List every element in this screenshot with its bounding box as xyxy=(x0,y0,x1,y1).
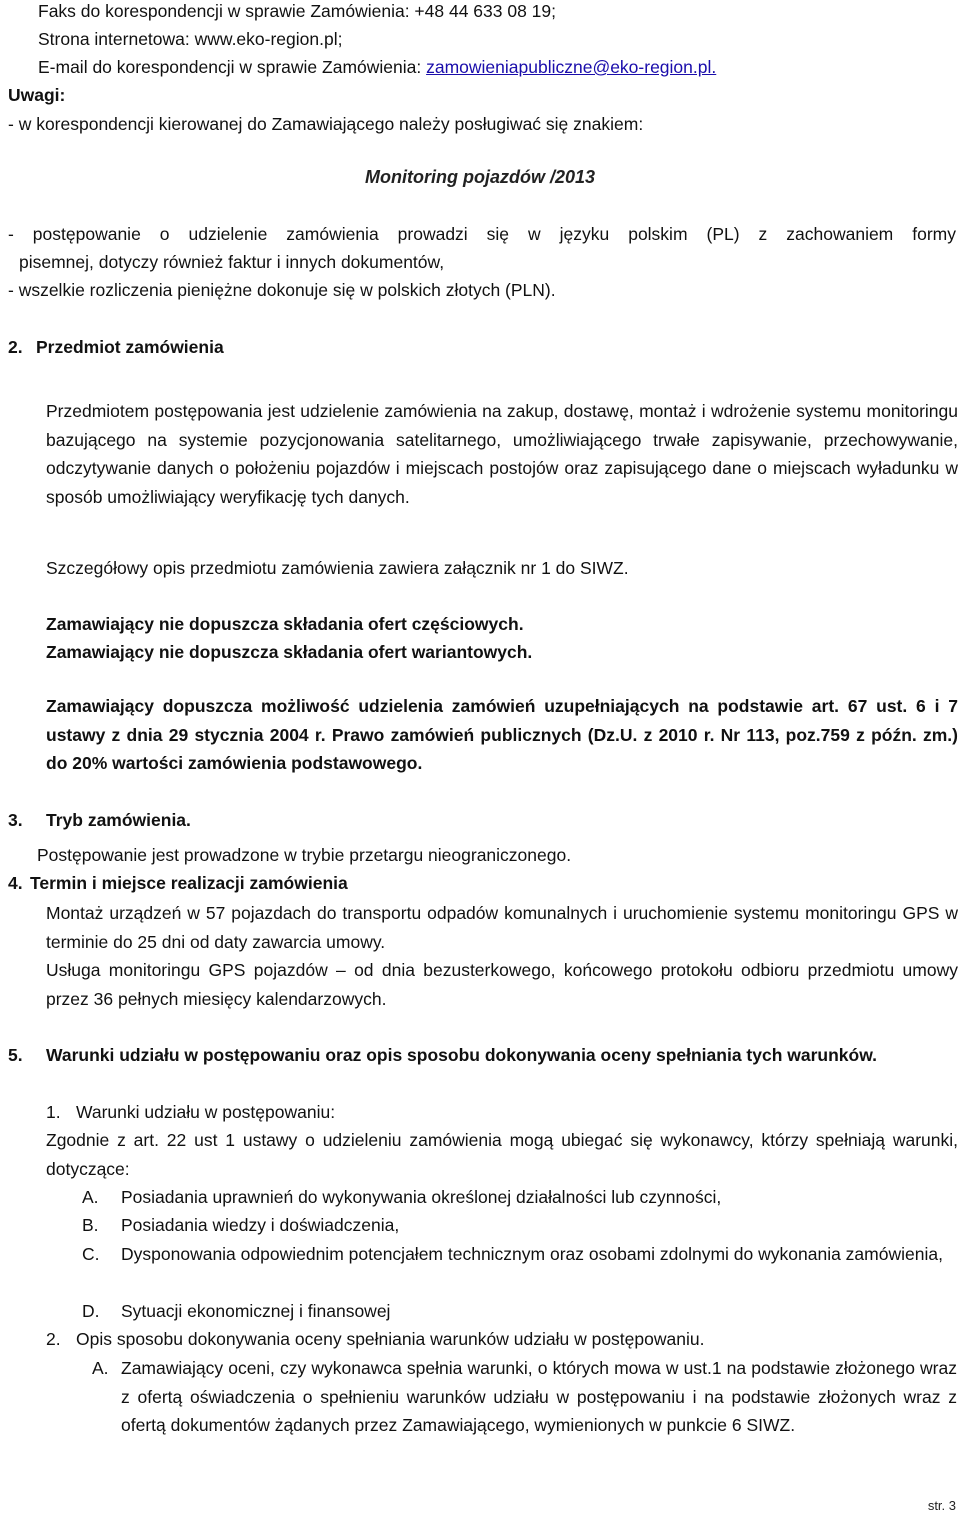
warning-line-2b: pisemnej, dotyczy również faktur i innych dokumentów, xyxy=(19,252,445,272)
section-2-number: 2. xyxy=(8,337,23,357)
sub-1-intro: Zgodnie z art. 22 ust 1 ustawy o udzieleniu zamówienia mogą ubiegać się wykonawcy, którzy spełniają warunki, dotyczące: xyxy=(46,1130,958,1179)
page-number: str. 3 xyxy=(927,1498,956,1513)
condition-label: C. xyxy=(82,1244,100,1264)
section-2-bold-2: Zamawiający nie dopuszcza składania ofert wariantowych. xyxy=(46,642,533,662)
fax-line: Faks do korespondencji w sprawie Zamówienia: +48 44 633 08 19; xyxy=(38,1,557,21)
warning-heading: Uwagi: xyxy=(8,85,66,105)
section-3-number: 3. xyxy=(8,810,23,830)
sub-2-title: Opis sposobu dokonywania oceny spełniania warunków udziału w postępowaniu. xyxy=(76,1329,705,1349)
section-2-bold-1: Zamawiający nie dopuszcza składania ofert częściowych. xyxy=(46,614,524,634)
condition-label: A. xyxy=(82,1187,99,1207)
condition-label: B. xyxy=(82,1215,99,1235)
section-4-para-2: Usługa monitoringu GPS pojazdów – od dnia bezusterkowego, końcowego protokołu odbioru przedmiotu umowy przez 36 pełnych miesięcy kalendarzowych. xyxy=(46,960,958,1009)
condition-text: Dysponowania odpowiednim potencjałem technicznym oraz osobami zdolnymi do wykonania zamówienia, xyxy=(121,1244,943,1264)
email-link[interactable]: zamowieniapubliczne@eko-region.pl. xyxy=(426,57,717,77)
condition-text: Posiadania uprawnień do wykonywania określonej działalności lub czynności, xyxy=(121,1187,722,1207)
email-label: E-mail do korespondencji w sprawie Zamówienia: xyxy=(38,57,427,77)
section-2-title: Przedmiot zamówienia xyxy=(36,337,224,357)
section-2-bold-3: Zamawiający dopuszcza możliwość udzielenia zamówień uzupełniających na podstawie art. 67 ust. 6 i 7 ustawy z dnia 29 stycznia 2004 r. Prawo zamówień publicznych (Dz.U. z 2010 r. Nr 113, poz.759 z późn. zm.) do 20% wartości zamówienia podstawowego. xyxy=(46,696,958,773)
condition-label: D. xyxy=(82,1301,100,1321)
warning-line-1: - w korespondencji kierowanej do Zamawiającego należy posługiwać się znakiem: xyxy=(8,114,644,134)
evaluation-text: Zamawiający oceni, czy wykonawca spełnia warunki, o których mowa w ust.1 na podstawie złożonego wraz z ofertą oświadczenia o spełnieniu warunków udziału w postępowaniu i na podstawie złożonych wraz z ofertą dokumentów żądanych przez Zamawiającego, wymienionych w punkcie 6 SIWZ. xyxy=(121,1358,957,1435)
section-2-para-1: Przedmiotem postępowania jest udzielenie zamówienia na zakup, dostawę, montaż i wdrożenie systemu monitoringu bazującego na systemie pozycjonowania satelitarnego, umożliwiającego trwałe zapisywanie, przechowywanie, odczytywanie danych o położeniu pojazdów i miejscach postojów oraz zapisującego dane o miejscach wyładunku w sposób umożliwiający weryfikację tych danych. xyxy=(46,401,958,507)
section-5-title: Warunki udziału w postępowaniu oraz opis sposobu dokonywania oceny spełniania tych warunków. xyxy=(46,1045,878,1065)
condition-text: Sytuacji ekonomicznej i finansowej xyxy=(121,1301,391,1321)
email-line xyxy=(38,53,716,81)
section-5-number: 5. xyxy=(8,1045,23,1065)
section-4-title: Termin i miejsce realizacji zamówienia xyxy=(30,873,348,893)
sub-2-number: 2. xyxy=(46,1329,61,1349)
section-3-text: Postępowanie jest prowadzone w trybie przetargu nieograniczonego. xyxy=(37,845,572,865)
sub-1-number: 1. xyxy=(46,1102,61,1122)
condition-text: Posiadania wiedzy i doświadczenia, xyxy=(121,1215,400,1235)
website-line: Strona internetowa: www.eko-region.pl; xyxy=(38,29,343,49)
warning-line-2a: - postępowanie o udzielenie zamówienia prowadzi się w języku polskim (PL) z zachowaniem formy xyxy=(8,224,956,244)
section-4-para-1: Montaż urządzeń w 57 pojazdach do transportu odpadów komunalnych i uruchomienie systemu monitoringu GPS w terminie do 25 dni od daty zawarcia umowy. xyxy=(46,903,958,952)
section-2-para-2: Szczegółowy opis przedmiotu zamówienia zawiera załącznik nr 1 do SIWZ. xyxy=(46,558,629,578)
sub-1-title: Warunki udziału w postępowaniu: xyxy=(76,1102,336,1122)
warning-line-3: - wszelkie rozliczenia pieniężne dokonuje się w polskich złotych (PLN). xyxy=(8,280,556,300)
section-3-title: Tryb zamówienia. xyxy=(46,810,191,830)
section-4-number: 4. xyxy=(8,873,23,893)
case-sign: Monitoring pojazdów /2013 xyxy=(364,167,595,187)
evaluation-label: A. xyxy=(92,1358,109,1378)
